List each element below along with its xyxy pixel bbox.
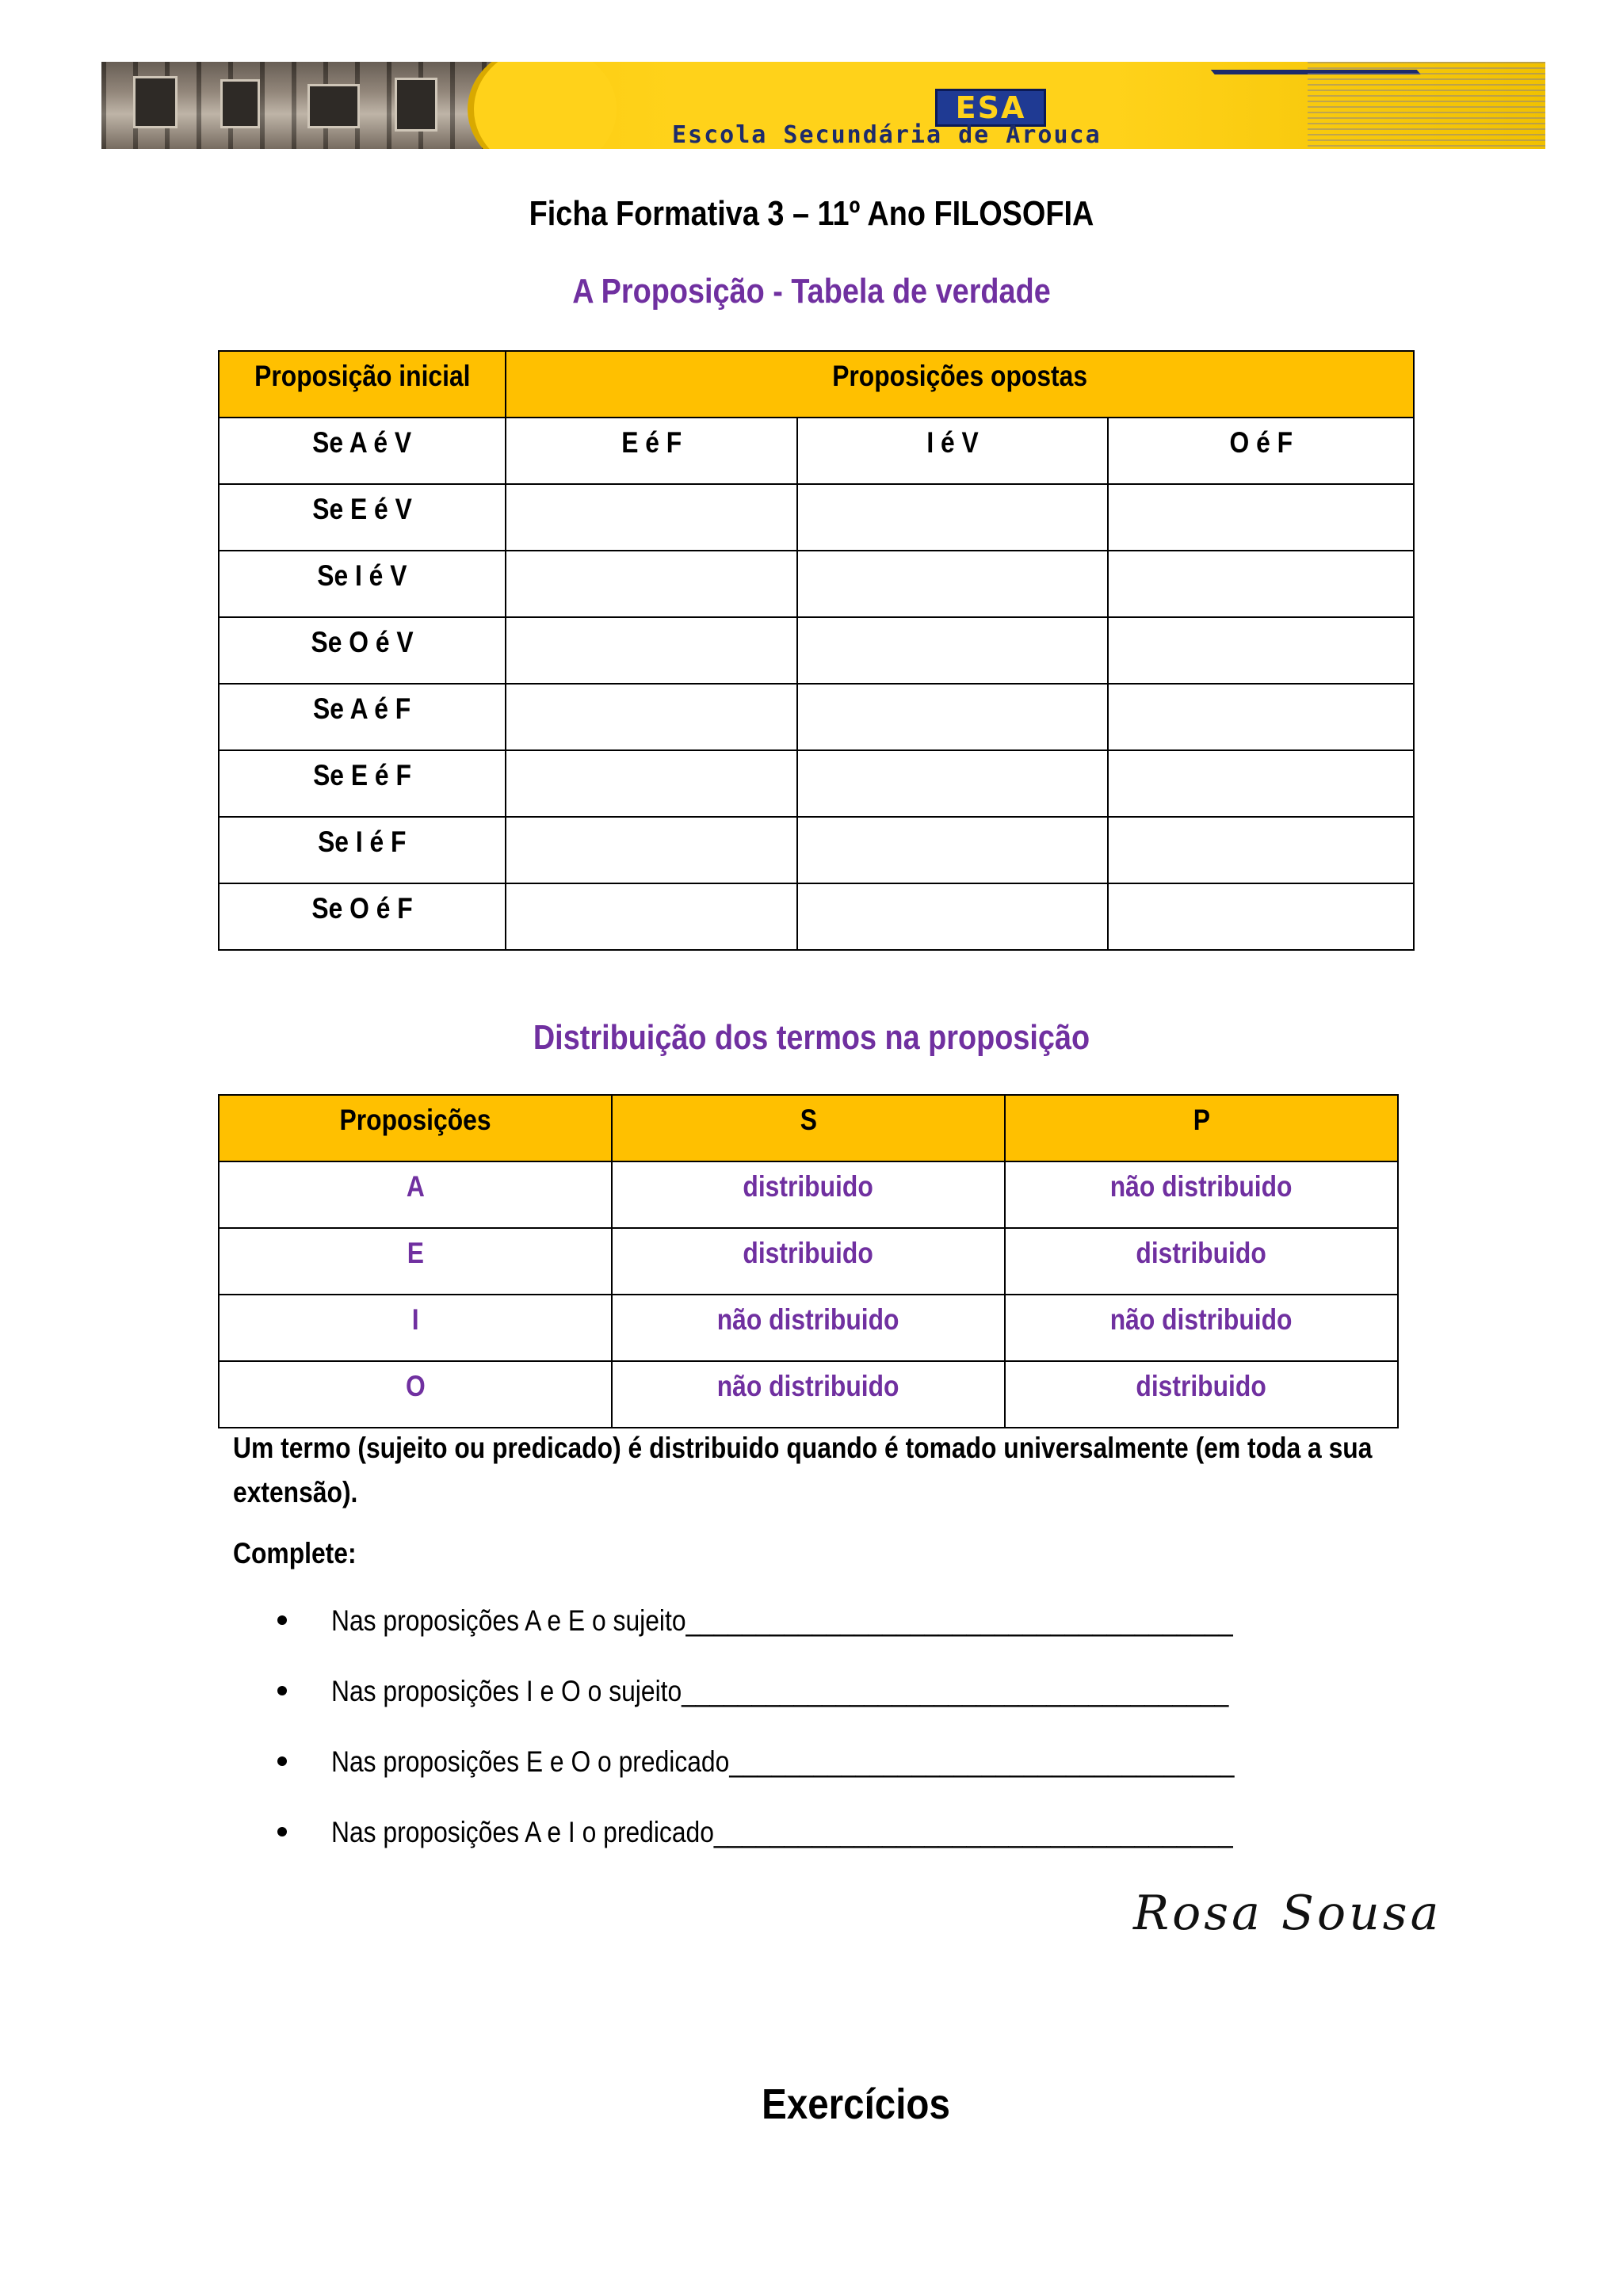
table-cell [1108,617,1414,684]
table-cell: Se I é F [219,817,506,883]
completion-list [277,1604,1387,1886]
table-row [219,883,1414,950]
table-row [219,551,1414,617]
table-row [219,1228,1398,1295]
distribution-note: Um termo (sujeito ou predicado) é distribuido quando é tomado universalmente (em toda a sua extensão). [233,1432,1373,1508]
author-signature: Rosa Sousa [1133,1886,1442,1941]
header-cell: S [612,1095,1005,1161]
exercises-title: Exercícios [762,2081,950,2128]
complete-label: Complete: [233,1537,357,1569]
banner-lines-decoration [1308,62,1545,149]
table-cell: I [219,1295,612,1361]
table-cell [506,883,797,950]
table-row [219,418,1414,484]
building-photo [101,62,498,149]
document-title: Ficha Formativa 3 – 11º Ano FILOSOFIA [529,194,1094,233]
table-row [219,1361,1398,1428]
header-cell: P [1005,1095,1398,1161]
table-cell [1108,551,1414,617]
table-cell: Se O é V [219,617,506,684]
table-cell [797,817,1108,883]
table-cell: E [219,1228,612,1295]
table-cell [506,484,797,551]
table-cell: I é V [797,418,1108,484]
table-row [219,484,1414,551]
banner-wave-decoration [474,62,617,149]
school-name: Escola Secundária de Arouca [672,121,1102,149]
table-cell [506,617,797,684]
table-row [219,617,1414,684]
table-cell: Se A é F [219,684,506,750]
table-cell [797,750,1108,817]
list-item: Nas proposições A e I o predicado_____________________________________ [277,1816,1387,1886]
table-cell: distribuido [1005,1361,1398,1428]
table-row [219,750,1414,817]
list-item: Nas proposições I e O o sujeito_______________________________________ [277,1675,1387,1745]
table-cell: Se I é V [219,551,506,617]
table-header-row [219,1095,1398,1161]
table-row [219,1161,1398,1228]
section-title-truth-table: A Proposição - Tabela de verdade [572,272,1051,311]
table-cell [1108,484,1414,551]
table-cell [797,551,1108,617]
table-cell [506,817,797,883]
school-logo: ESA [935,89,1046,127]
table-cell: Se E é F [219,750,506,817]
table-row [219,684,1414,750]
table-cell: distribuido [612,1228,1005,1295]
distribution-table [218,1094,1399,1428]
list-item: Nas proposições A e E o sujeito_______________________________________ [277,1604,1387,1675]
table-cell [506,750,797,817]
table-cell [797,684,1108,750]
table-cell: O é F [1108,418,1414,484]
table-cell: Se E é V [219,484,506,551]
table-cell: não distribuido [1005,1161,1398,1228]
table-cell: não distribuido [612,1361,1005,1428]
bullet-icon [277,1686,287,1695]
table-cell: Se O é F [219,883,506,950]
section-title-distribution: Distribuição dos termos na proposição [533,1018,1090,1057]
table-cell [506,551,797,617]
school-banner [101,62,1545,149]
table-cell: Se A é V [219,418,506,484]
table-header-row [219,351,1414,418]
table-cell: distribuido [612,1161,1005,1228]
table-row [219,1295,1398,1361]
table-cell [797,617,1108,684]
header-cell: Proposição inicial [219,351,506,418]
table-cell: O [219,1361,612,1428]
table-cell: A [219,1161,612,1228]
header-cell: Proposições opostas [506,351,1414,418]
table-row [219,817,1414,883]
table-cell [797,484,1108,551]
bullet-icon [277,1827,287,1836]
table-cell: distribuido [1005,1228,1398,1295]
table-cell [1108,684,1414,750]
bullet-icon [277,1615,287,1625]
table-cell [1108,883,1414,950]
table-cell [1108,750,1414,817]
list-item: Nas proposições E e O o predicado____________________________________ [277,1745,1387,1816]
table-cell: não distribuido [612,1295,1005,1361]
table-cell: E é F [506,418,797,484]
header-cell: Proposições [219,1095,612,1161]
table-cell: não distribuido [1005,1295,1398,1361]
table-cell [1108,817,1414,883]
truth-table [218,350,1415,951]
table-cell [797,883,1108,950]
table-cell [506,684,797,750]
bullet-icon [277,1756,287,1766]
